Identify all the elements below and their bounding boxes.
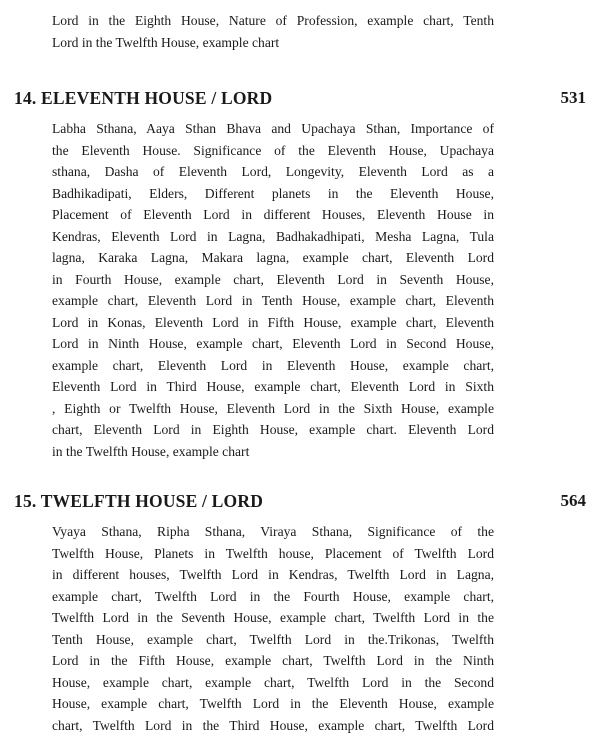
text-line: Lord in the Eighth House, Nature of Profession, example chart, Tenth [52, 13, 494, 28]
text-line: House, example chart, Twelfth Lord in the Eleventh House, example [52, 696, 494, 711]
section-heading: 15. TWELFTH HOUSE / LORD [14, 491, 264, 511]
text-line: Labha Sthana, Aaya Sthan Bhava and Upachaya Sthan, Importance of [52, 121, 494, 136]
text-line: Tenth House, example chart, Twelfth Lord in the.Trikonas, Twelfth [52, 631, 494, 647]
text-line: Lord in Konas, Eleventh Lord in Fifth House, example chart, Eleventh [52, 314, 494, 330]
text-line: Vyaya Sthana, Ripha Sthana, Viraya Sthana, Significance of the [52, 524, 494, 539]
text-line: Eleventh Lord in Third House, example chart, Eleventh Lord in Sixth [52, 379, 494, 394]
text-line: Lord in Ninth House, example chart, Eleventh Lord in Second House, [52, 336, 494, 351]
text-line: Twelfth House, Planets in Twelfth house, Placement of Twelfth Lord [52, 545, 494, 561]
text-line: in Fourth House, example chart, Eleventh Lord in Seventh House, [52, 271, 494, 287]
text-line: example chart, Twelfth Lord in the Fourth House, example chart, [52, 588, 494, 604]
text-line: chart, Twelfth Lord in the Third House, example chart, Twelfth Lord [52, 717, 494, 733]
text-line: House, example chart, example chart, Twelfth Lord in the Second [52, 674, 494, 690]
section-heading: 14. ELEVENTH HOUSE / LORD [14, 88, 273, 108]
text-line: example chart, Eleventh Lord in Eleventh House, example chart, [52, 357, 494, 373]
page-number: 564 [560, 491, 586, 510]
text-line: example chart, Eleventh Lord in Tenth House, example chart, Eleventh [52, 293, 494, 308]
text-line: Placement of Eleventh Lord in different Houses, Eleventh House in [52, 207, 494, 222]
text-line: Lord in the Fifth House, example chart, Twelfth Lord in the Ninth [52, 653, 494, 668]
page-number: 531 [560, 88, 586, 107]
text-line: in the Twelfth House, example chart [52, 443, 250, 459]
text-line: lagna, Karaka Lagna, Makara lagna, example chart, Eleventh Lord [52, 250, 494, 265]
text-line: sthana, Dasha of Eleventh Lord, Longevity, Eleventh Lord as a [52, 164, 494, 179]
text-line: in different houses, Twelfth Lord in Kendras, Twelfth Lord in Lagna, [52, 567, 494, 582]
text-line: chart, Eleventh Lord in Eighth House, example chart. Eleventh Lord [52, 422, 494, 437]
text-line: , Eighth or Twelfth House, Eleventh Lord in the Sixth House, example [52, 400, 494, 416]
text-line: Twelfth Lord in the Seventh House, example chart, Twelfth Lord in the [52, 610, 494, 625]
text-line: the Eleventh House. Significance of the Eleventh House, Upachaya [52, 142, 494, 158]
text-line: Lord in the Twelfth House, example chart [52, 35, 280, 50]
text-line: Badhikadipati, Elders, Different planets in the Eleventh House, [52, 185, 494, 201]
text-line: Kendras, Eleventh Lord in Lagna, Badhakadhipati, Mesha Lagna, Tula [52, 228, 494, 244]
